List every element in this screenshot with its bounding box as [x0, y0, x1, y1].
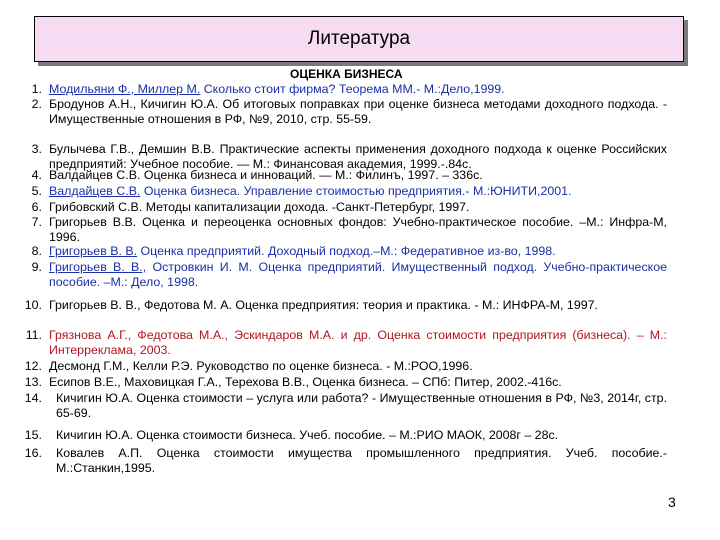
- reference-text: [49, 200, 667, 215]
- reference-text: [49, 184, 667, 199]
- reference-text: [49, 82, 667, 97]
- reference-text-part: Десмонд Г.М., Келли Р.Э. Руководство по оценке бизнеса. - М.:РОО,1996.: [49, 359, 473, 373]
- reference-number: 15.: [24, 428, 42, 442]
- reference-link[interactable]: Оценка бизнеса. Управление стоимостью предприятия.- М.:ЮНИТИ,2001.: [140, 184, 572, 198]
- reference-text: [49, 359, 667, 374]
- reference-text-part: Ковалев А.П. Оценка стоимости имущества промышленного предприятия. Учеб. пособие.- М.:Станкин,1995.: [56, 446, 667, 475]
- reference-text: [49, 142, 667, 171]
- page-number: 3: [668, 494, 676, 510]
- reference-text: [49, 168, 667, 183]
- reference-link[interactable]: Григорьев В. В.: [49, 244, 138, 258]
- reference-text-part: Грибовский С.В. Методы капитализации дохода. -Санкт-Петербург, 1997.: [49, 200, 470, 214]
- reference-number: 1.: [31, 82, 42, 96]
- title-box: [34, 16, 684, 62]
- reference-text-part: Грязнова А.Г., Федотова М.А., Эскиндаров М.А. и др. Оценка стоимости предприятия (бизнеса). – М.: Интерреклама, 2003.: [49, 328, 667, 357]
- reference-number: 10.: [24, 298, 42, 312]
- reference-text-part: Валдайцев С.В. Оценка бизнеса и инноваций. — М.: Филинъ, 1997. – 336с.: [49, 168, 483, 182]
- reference-number: 14.: [24, 391, 42, 405]
- section-subtitle: ОЦЕНКА БИЗНЕСА: [290, 67, 403, 81]
- reference-text-part: Бродунов А.Н., Кичигин Ю.А. Об итоговых поправках при оценке бизнеса методами доходного подхода. - Имущественные отношения в РФ, №9, 2010, стр. 55-59.: [49, 97, 667, 126]
- reference-number: 3.: [31, 142, 42, 156]
- reference-text: [49, 260, 667, 289]
- reference-link[interactable]: Модильяни Ф., Миллер М.: [49, 82, 201, 96]
- reference-link[interactable]: Григорьев В. В.,: [49, 260, 147, 274]
- reference-text: [49, 375, 667, 390]
- reference-number: 13.: [24, 375, 42, 389]
- reference-text: [49, 244, 667, 259]
- reference-text: [49, 215, 667, 244]
- reference-number: 9.: [31, 260, 42, 274]
- reference-number: 4.: [31, 168, 42, 182]
- reference-link[interactable]: Сколько стоит фирма? Теорема ММ.- М.:Дело,1999.: [200, 82, 505, 96]
- reference-text: [49, 328, 667, 357]
- reference-text: [49, 97, 667, 126]
- reference-text-part: Кичигин Ю.А. Оценка стоимости – услуга или работа? - Имущественные отношения в РФ, №3, 2014г, стр. 65-69.: [56, 391, 667, 420]
- reference-number: 7.: [31, 215, 42, 229]
- reference-number: 6.: [31, 200, 42, 214]
- reference-link[interactable]: Островкин И. М. Оценка предприятий. Имущественный подход. Учебно-практическое пособие. –М.: Дело, 1998.: [49, 260, 667, 289]
- reference-text-part: Григорьев В.В. Оценка и переоценка основных фондов: Учебно-практическое пособие. –М.: Инфра-М, 1996.: [49, 215, 667, 244]
- reference-number: 5.: [31, 184, 42, 198]
- reference-link[interactable]: Оценка предприятий. Доходный подход.–М.: Федеративное из-во, 1998.: [137, 244, 556, 258]
- reference-text: [49, 298, 667, 313]
- reference-number: 12.: [24, 359, 42, 373]
- reference-text: [56, 428, 667, 443]
- reference-text: [56, 446, 667, 475]
- reference-number: 16.: [24, 446, 42, 460]
- reference-text-part: Булычева Г.В., Демшин В.В. Практические аспекты применения доходного подхода к оценке Российских предприятий: Учебное пособие. — М.: Финансовая академия, 1999.-.84с.: [49, 142, 667, 171]
- reference-text: [56, 391, 667, 420]
- reference-text-part: Есипов В.Е., Маховицкая Г.А., Терехова В.В., Оценка бизнеса. – СПб: Питер, 2002.-416с.: [49, 375, 562, 389]
- reference-number: 11.: [25, 328, 42, 342]
- page-title: Литература: [307, 28, 411, 49]
- reference-number: 8.: [31, 244, 42, 258]
- reference-text-part: Григорьев В. В., Федотова М. А. Оценка предприятия: теория и практика. - М.: ИНФРА-М, 1997.: [49, 298, 598, 312]
- reference-number: 2.: [31, 97, 42, 111]
- reference-link[interactable]: Валдайцев С.В.: [49, 184, 141, 198]
- reference-text-part: Кичигин Ю.А. Оценка стоимости бизнеса. Учеб. пособие. – М.:РИО МАОК, 2008г – 28с.: [56, 428, 559, 442]
